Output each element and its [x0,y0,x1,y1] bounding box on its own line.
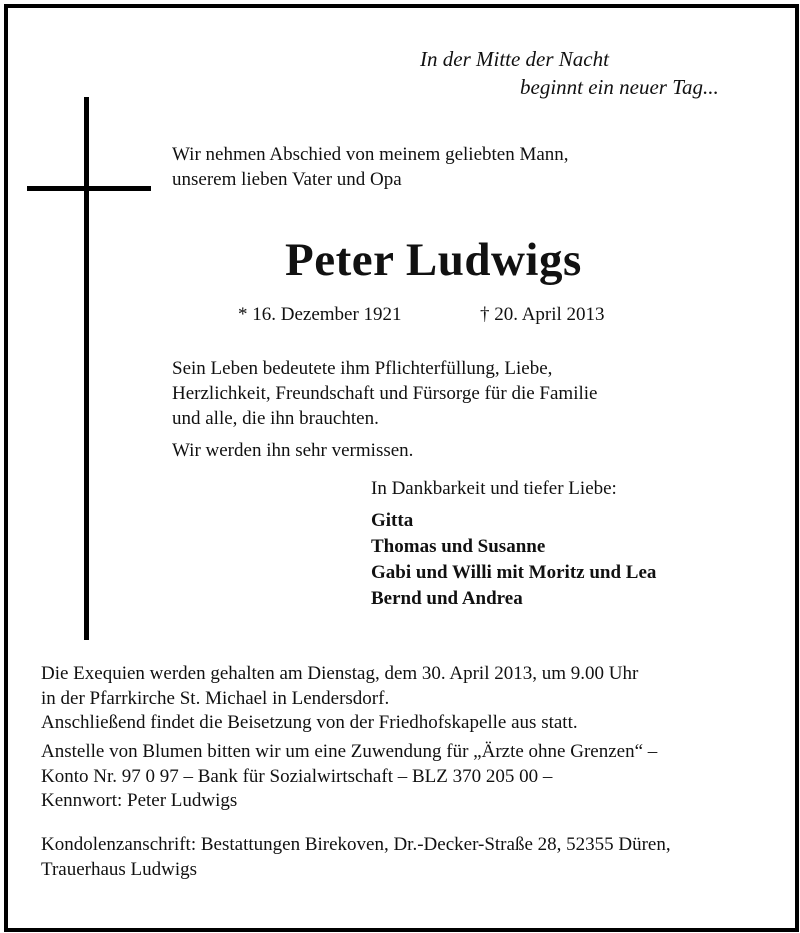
life-line: und alle, die ihn brauchten. [172,408,379,429]
exequies-line: Die Exequien werden gehalten am Dienstag, dem 30. April 2013, um 9.00 Uhr [41,663,639,684]
condolence-address [41,833,671,882]
life-line: Sein Leben bedeutete ihm Pflichterfüllung, Liebe, [172,358,553,379]
intro-text [172,142,569,192]
family-member: Bernd und Andrea [371,588,523,609]
condolence-line: Kondolenzanschrift: Bestattungen Birekoven, Dr.-Decker-Straße 28, 52355 Düren, [41,834,671,855]
donation-line: Kennwort: Peter Ludwigs [41,790,238,811]
deceased-name: Peter Ludwigs [285,234,582,286]
donation-line: Anstelle von Blumen bitten wir um eine Zuwendung für „Ärzte ohne Grenzen“ – [41,741,658,762]
thanks-text: In Dankbarkeit und tiefer Liebe: [371,478,617,499]
condolence-line: Trauerhaus Ludwigs [41,858,198,880]
donation-notice [41,740,657,814]
cross-icon-horizontal-beam [27,186,151,191]
donation-line: Konto Nr. 97 0 97 – Bank für Sozialwirtschaft – BLZ 370 205 00 – [41,765,553,787]
motto-line-1: In der Mitte der Nacht [420,47,609,71]
intro-line: Wir nehmen Abschied von meinem geliebten Mann, [172,144,569,165]
intro-line: unserem lieben Vater und Opa [172,169,402,190]
motto-line-2: beginnt ein neuer Tag... [520,75,719,99]
life-line: Herzlichkeit, Freundschaft und Fürsorge für die Familie [172,383,598,404]
exequies-line: in der Pfarrkirche St. Michael in Lendersdorf. [41,687,390,709]
cross-icon-vertical-beam [84,97,89,640]
family-member: Gabi und Willi mit Moritz und Lea [371,562,657,583]
death-date: † 20. April 2013 [480,304,605,325]
family-member: Thomas und Susanne [371,536,546,557]
exequies-line: Anschließend findet die Beisetzung von der Friedhofskapelle aus statt. [41,712,578,733]
life-text [172,356,597,431]
exequies-notice [41,662,638,736]
miss-text: Wir werden ihn sehr vermissen. [172,440,414,461]
family-list [371,508,656,612]
birth-date: * 16. Dezember 1921 [238,304,402,325]
family-member: Gitta [371,510,414,531]
